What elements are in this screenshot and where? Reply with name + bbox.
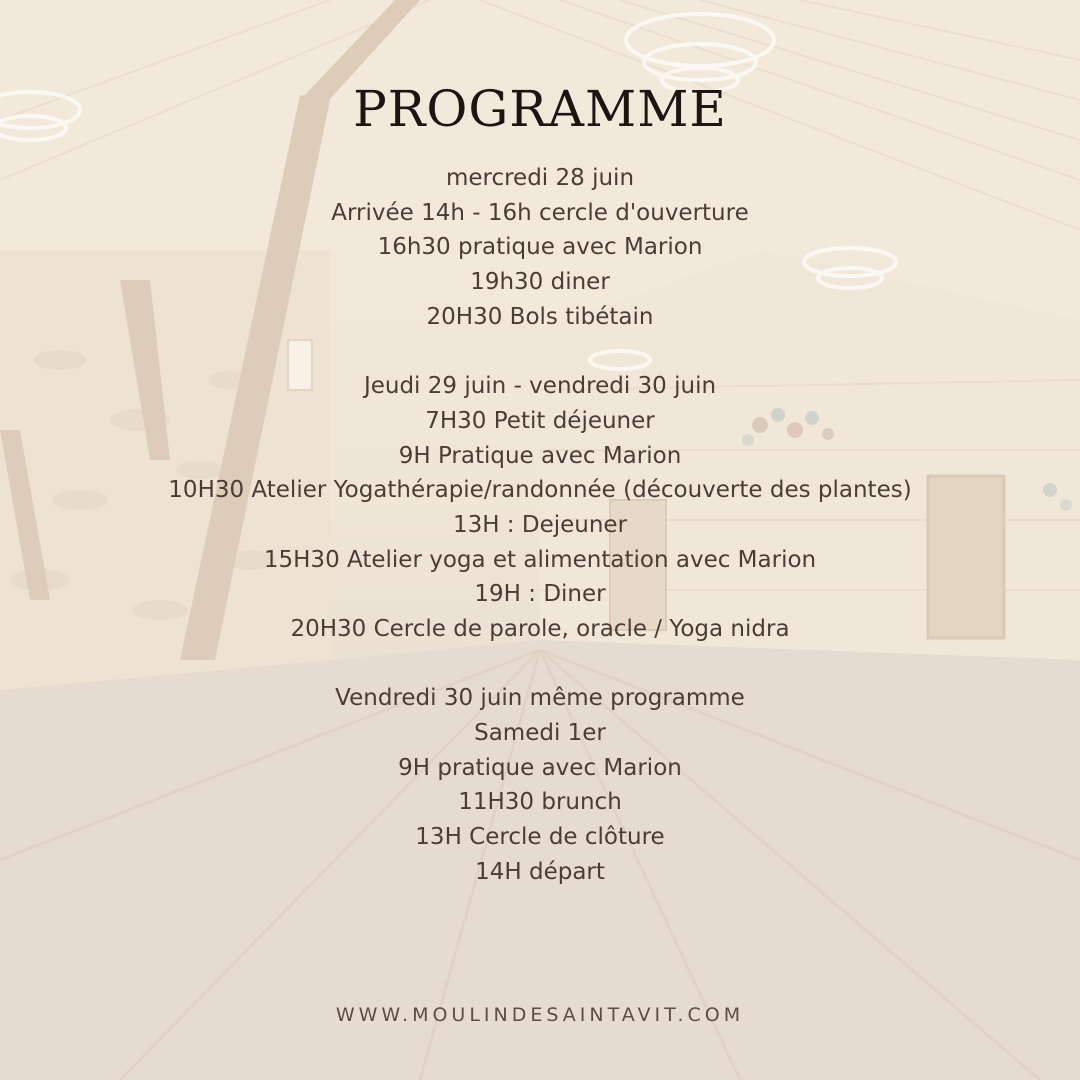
schedule-line: 20H30 Cercle de parole, oracle / Yoga nidra xyxy=(290,616,790,642)
schedule-line: Jeudi 29 juin - vendredi 30 juin xyxy=(363,373,717,399)
schedule-line: Vendredi 30 juin même programme xyxy=(335,685,745,711)
page-title: PROGRAMME xyxy=(353,80,727,138)
schedule-line: 9H pratique avec Marion xyxy=(398,755,682,781)
schedule-line: Samedi 1er xyxy=(474,720,606,746)
schedule-line: 15H30 Atelier yoga et alimentation avec Marion xyxy=(263,547,817,573)
schedule-line: 13H Cercle de clôture xyxy=(415,824,665,850)
website-link[interactable]: WWW.MOULINDESAINTAVIT.COM xyxy=(335,1004,745,1026)
schedule-line: 14H départ xyxy=(475,859,605,885)
schedule-line: 11H30 brunch xyxy=(458,789,622,815)
schedule-line: Arrivée 14h - 16h cercle d'ouverture xyxy=(331,200,749,226)
schedule-line: 9H Pratique avec Marion xyxy=(398,443,682,469)
schedule-line: 10H30 Atelier Yogathérapie/randonnée (découverte des plantes) xyxy=(168,477,912,503)
schedule-line: 19h30 diner xyxy=(470,269,610,295)
schedule-line: 7H30 Petit déjeuner xyxy=(425,408,655,434)
schedule-line: 16h30 pratique avec Marion xyxy=(377,234,703,260)
schedule-line: 19H : Diner xyxy=(474,581,606,607)
schedule-line: 13H : Dejeuner xyxy=(452,512,628,538)
schedule-line: 20H30 Bols tibétain xyxy=(426,304,654,330)
schedule-line: mercredi 28 juin xyxy=(445,165,635,191)
